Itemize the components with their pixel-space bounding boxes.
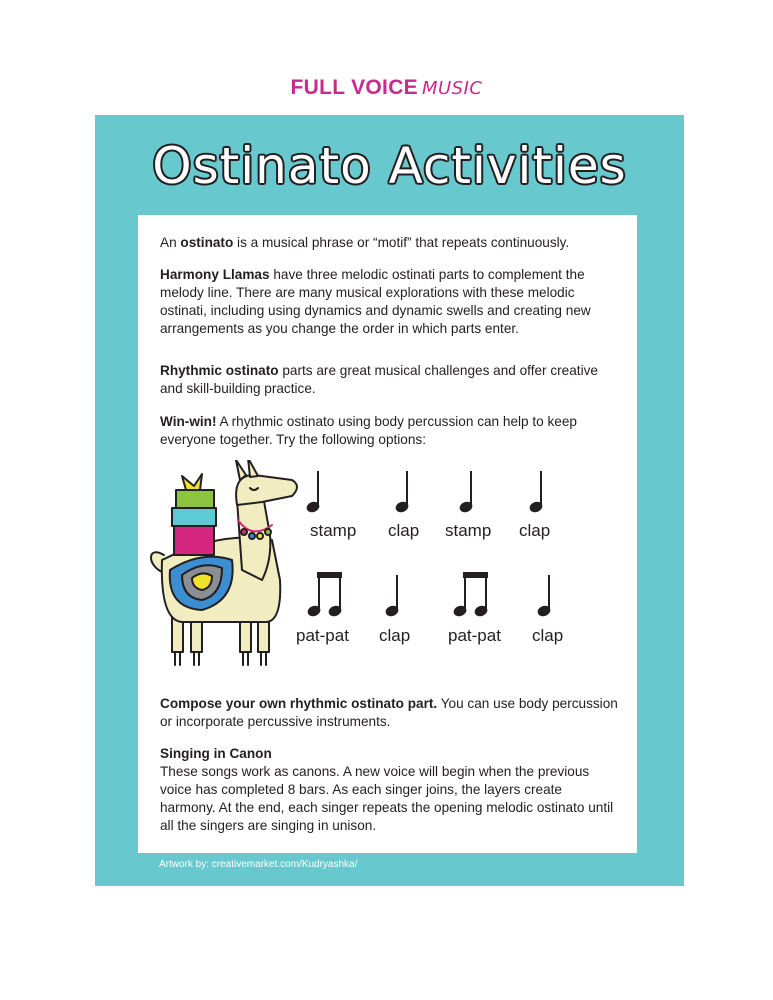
rhythm-label: stamp [310, 521, 357, 540]
paragraph-win-win: Win-win! A rhythmic ostinato using body percussion can help to keep everyone together. Try the following options: [160, 414, 577, 447]
paragraph-ostinato-definition: An ostinato is a musical phrase or “motif” that repeats continuously. [160, 235, 570, 250]
paragraph-singing-in-canon: Singing in Canon These songs work as canons. A new voice will begin when the previous voice has completed 8 bars. As each singer joins, the layers create harmony. At the end, each singer repeats the opening melodic ostinato until all the singers are singing in unison. [160, 746, 614, 833]
rhythm-label: pat-pat [296, 626, 349, 645]
rhythm-label: clap [388, 521, 420, 540]
paragraph-rhythmic-ostinato: Rhythmic ostinato parts are great musical challenges and offer creative and skill-building practice. [160, 363, 598, 396]
rhythm-label: clap [379, 626, 411, 645]
paragraph-harmony-llamas: Harmony Llamas have three melodic ostinati parts to complement the melody line. There are many musical explorations with these melodic ostinati, including using dynamics and dynamic swells and creating new arrangements as you change the order in which parts enter. [160, 267, 591, 336]
page-title: Ostinato Activities [152, 137, 627, 195]
artwork-credit: Artwork by: creativemarket.com/Kudryashka/ [159, 859, 358, 870]
rhythm-label: clap [532, 626, 564, 645]
rhythm-label: pat-pat [448, 626, 501, 645]
brand-name: FULL VOICE [290, 76, 418, 99]
rhythm-label: stamp [445, 521, 492, 540]
brand-logo [0, 76, 773, 100]
content-card [138, 215, 637, 853]
rhythm-label: clap [519, 521, 551, 540]
content-panel [95, 115, 684, 886]
brand-suffix: MUSIC [421, 78, 483, 99]
paragraph-compose: Compose your own rhythmic ostinato part. You can use body percussion or incorporate percussive instruments. [160, 696, 618, 729]
